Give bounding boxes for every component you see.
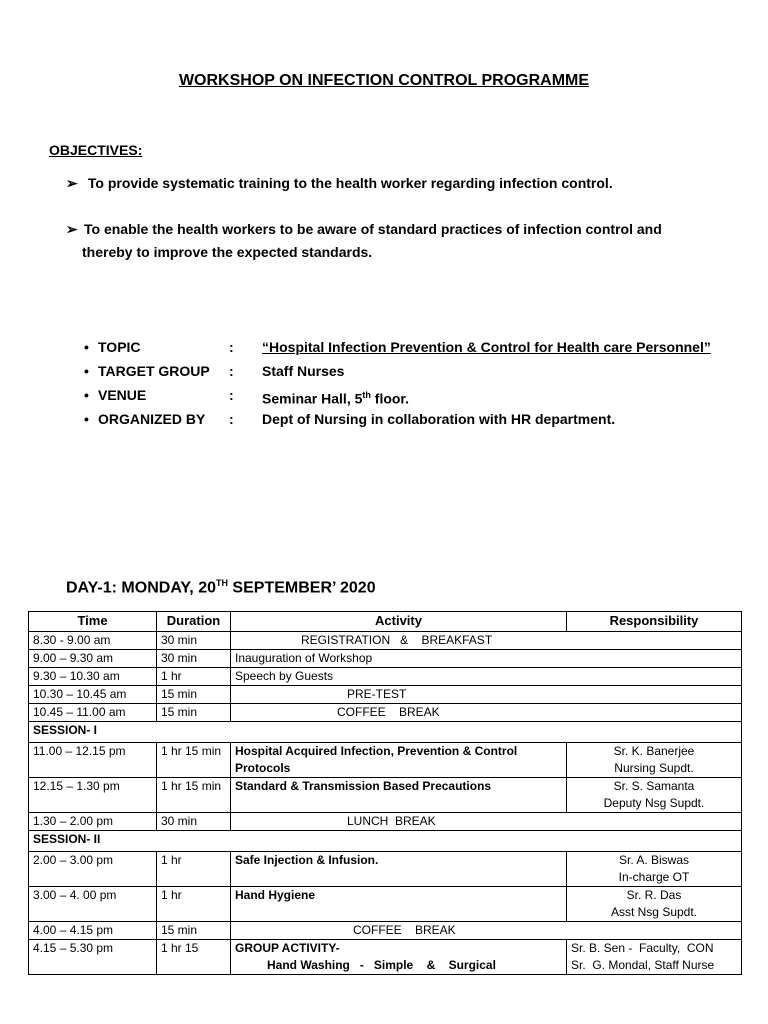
duration-cell: 1 hr	[157, 887, 231, 922]
activity-cell: Hospital Acquired Infection, Prevention & Control Protocols	[231, 743, 567, 778]
activity-text: COFFEE BREAK	[337, 705, 440, 719]
responsibility-cell	[567, 940, 742, 975]
responsibility-cell	[567, 852, 742, 887]
bullet-icon: •	[84, 387, 89, 403]
bullet-icon: •	[84, 363, 89, 379]
activity-text: PRE-TEST	[347, 687, 407, 701]
activity-cell	[231, 922, 742, 940]
responsibility-cell	[567, 778, 742, 813]
venue-value-main: Seminar Hall, 5	[262, 390, 363, 407]
activity-cell	[231, 632, 742, 650]
responsibility-name: Sr. S. Samanta	[613, 779, 695, 793]
activity-cell: Inauguration of Workshop	[231, 650, 742, 668]
responsibility-role: Nursing Supdt.	[614, 761, 694, 775]
time-cell: 9.30 – 10.30 am	[29, 668, 157, 686]
activity-cell	[231, 686, 742, 704]
header-time: Time	[29, 612, 157, 632]
table-row	[29, 704, 742, 722]
table-row	[29, 632, 742, 650]
table-header-row	[29, 612, 742, 632]
activity-cell: Safe Injection & Infusion.	[231, 852, 567, 887]
venue-label: VENUE	[98, 387, 147, 403]
venue-value-sup: th	[362, 390, 371, 400]
duration-cell: 1 hr	[157, 668, 231, 686]
responsibility-cell	[567, 887, 742, 922]
time-cell: 4.15 – 5.30 pm	[29, 940, 157, 975]
objective-2-line2: thereby to improve the expected standards.	[82, 244, 373, 260]
bullet-icon: •	[84, 411, 89, 427]
responsibility-name: Sr. B. Sen - Faculty, CON	[571, 941, 714, 955]
organized-by-value: Dept of Nursing in collaboration with HR department.	[262, 411, 616, 427]
duration-cell: 30 min	[157, 632, 231, 650]
day-heading	[66, 578, 376, 597]
table-row	[29, 852, 742, 887]
day-heading-post: SEPTEMBER’ 2020	[227, 579, 376, 597]
activity-cell	[231, 940, 567, 975]
day-heading-sup: TH	[215, 578, 228, 588]
table-row	[29, 650, 742, 668]
time-cell: 10.45 – 11.00 am	[29, 704, 157, 722]
header-responsibility: Responsibility	[567, 612, 742, 632]
time-cell: 1.30 – 2.00 pm	[29, 813, 157, 831]
table-row	[29, 887, 742, 922]
session-row	[29, 831, 742, 852]
detail-organized-by	[84, 407, 744, 431]
activity-text: LUNCH BREAK	[347, 814, 436, 828]
activity-cell: Standard & Transmission Based Precautions	[231, 778, 567, 813]
objectives-heading: OBJECTIVES:	[49, 142, 143, 158]
colon: :	[229, 387, 234, 403]
activity-line1: GROUP ACTIVITY-	[235, 941, 340, 955]
responsibility-name: Sr. A. Biswas	[618, 853, 690, 867]
objective-1	[66, 172, 613, 195]
time-cell: 9.00 – 9.30 am	[29, 650, 157, 668]
session-row	[29, 722, 742, 743]
activity-cell	[231, 813, 742, 831]
time-cell: 4.00 – 4.15 pm	[29, 922, 157, 940]
time-cell: 10.30 – 10.45 am	[29, 686, 157, 704]
responsibility-role: In-charge OT	[618, 870, 690, 884]
table-row	[29, 922, 742, 940]
target-group-label: TARGET GROUP	[98, 363, 210, 379]
table-row	[29, 813, 742, 831]
responsibility-name: Sr. R. Das	[626, 888, 682, 902]
duration-cell: 1 hr 15 min	[157, 743, 231, 778]
arrow-icon: ➢	[66, 221, 78, 237]
table-row	[29, 743, 742, 778]
objective-1-text: To provide systematic training to the health worker regarding infection control.	[87, 175, 613, 191]
table-row	[29, 940, 742, 975]
session-2-label: SESSION- II	[29, 831, 742, 852]
table-row	[29, 686, 742, 704]
workshop-details	[84, 335, 744, 431]
day-heading-main: DAY-1: MONDAY, 20	[66, 579, 216, 597]
duration-cell: 1 hr 15 min	[157, 778, 231, 813]
activity-cell: Hand Hygiene	[231, 887, 567, 922]
topic-label: TOPIC	[98, 339, 141, 355]
header-activity: Activity	[231, 612, 567, 632]
header-duration: Duration	[157, 612, 231, 632]
time-cell: 12.15 – 1.30 pm	[29, 778, 157, 813]
time-cell: 8.30 - 9.00 am	[29, 632, 157, 650]
colon: :	[229, 411, 234, 427]
organized-by-label: ORGANIZED BY	[98, 411, 206, 427]
responsibility-name: Sr. G. Mondal, Staff Nurse	[571, 958, 715, 972]
responsibility-role: Deputy Nsg Supdt.	[603, 796, 705, 810]
target-group-value: Staff Nurses	[262, 363, 345, 379]
objective-2	[66, 218, 726, 264]
detail-target-group	[84, 359, 744, 383]
responsibility-cell	[567, 743, 742, 778]
duration-cell: 1 hr 15	[157, 940, 231, 975]
activity-line2: Hand Washing - Simple & Surgical	[267, 958, 496, 972]
table-row	[29, 668, 742, 686]
table-row	[29, 778, 742, 813]
detail-topic	[84, 335, 744, 359]
responsibility-name: Sr. K. Banerjee	[613, 744, 695, 758]
responsibility-role: Asst Nsg Supdt.	[610, 905, 698, 919]
schedule-table	[28, 611, 742, 975]
duration-cell: 15 min	[157, 704, 231, 722]
duration-cell: 30 min	[157, 650, 231, 668]
page-title: WORKSHOP ON INFECTION CONTROL PROGRAMME	[178, 72, 590, 89]
time-cell: 3.00 – 4. 00 pm	[29, 887, 157, 922]
detail-venue	[84, 383, 744, 407]
colon: :	[229, 363, 234, 379]
duration-cell: 15 min	[157, 922, 231, 940]
duration-cell: 30 min	[157, 813, 231, 831]
activity-text: COFFEE BREAK	[353, 923, 456, 937]
activity-text: REGISTRATION & BREAKFAST	[301, 633, 493, 647]
activity-cell	[231, 704, 742, 722]
duration-cell: 15 min	[157, 686, 231, 704]
time-cell: 2.00 – 3.00 pm	[29, 852, 157, 887]
arrow-icon: ➢	[66, 175, 78, 191]
objective-2-line1: To enable the health workers to be aware of standard practices of infection control and	[84, 221, 662, 237]
activity-cell: Speech by Guests	[231, 668, 742, 686]
time-cell: 11.00 – 12.15 pm	[29, 743, 157, 778]
duration-cell: 1 hr	[157, 852, 231, 887]
bullet-icon: •	[84, 339, 89, 355]
colon: :	[229, 339, 234, 355]
venue-value-post: floor.	[370, 390, 410, 407]
session-1-label: SESSION- I	[29, 722, 742, 743]
topic-value: “Hospital Infection Prevention & Control for Health care Personnel”	[262, 339, 711, 355]
